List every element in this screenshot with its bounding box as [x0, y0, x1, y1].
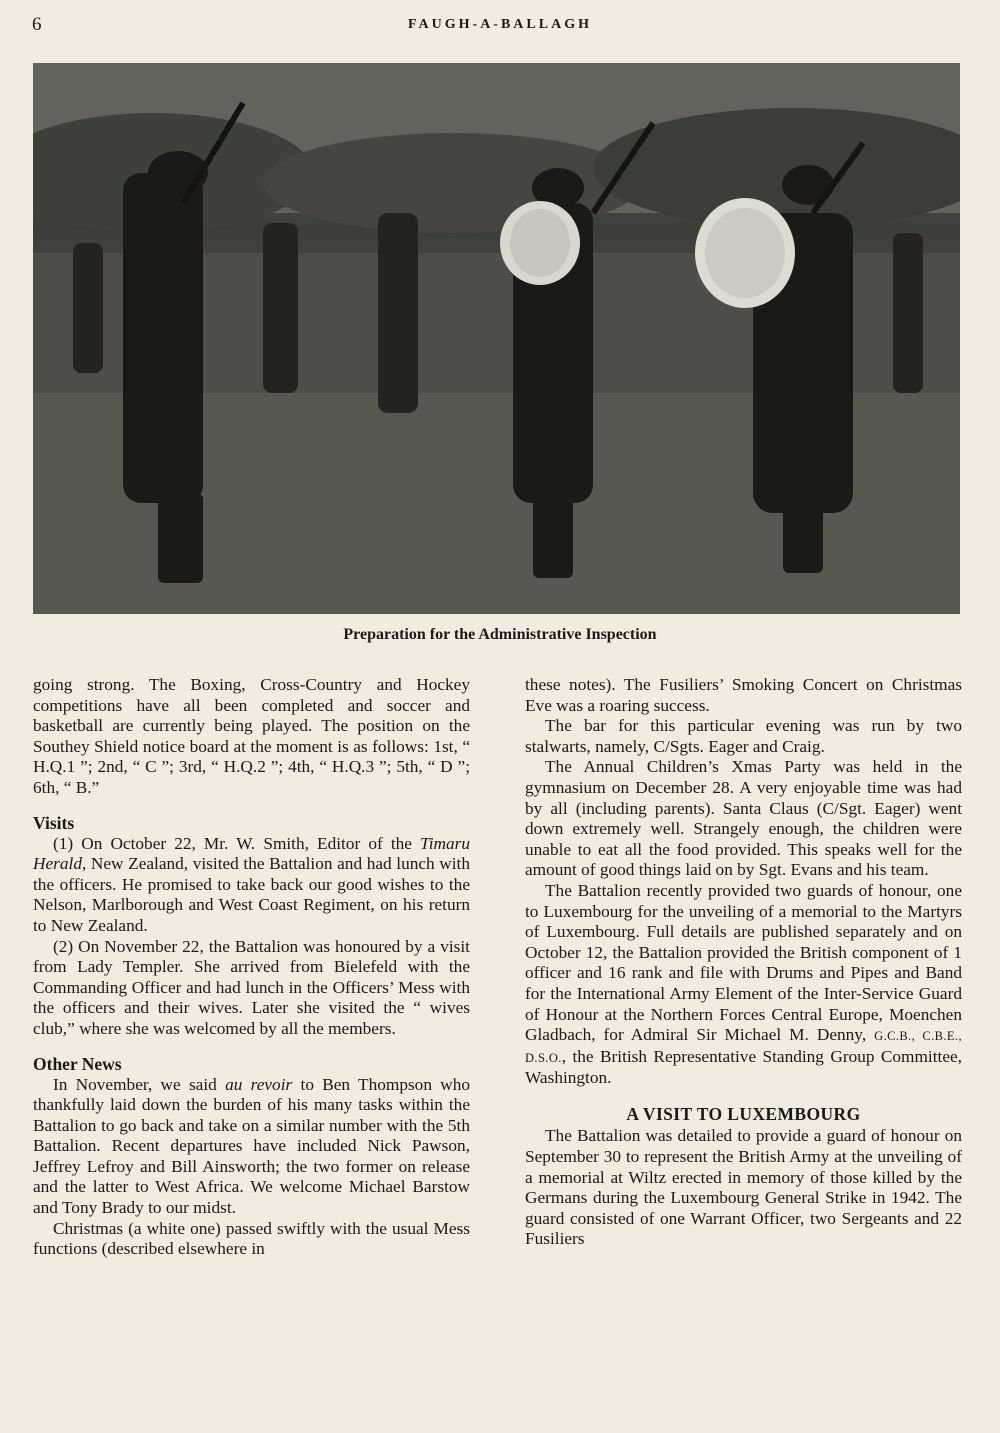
paragraph: The bar for this particular evening was run by two stalwarts, namely, C/Sgts. Eager and Craig.	[525, 716, 962, 756]
paragraph: (1) On October 22, Mr. W. Smith, Editor of the Timaru Herald, New Zealand, visited the Battalion and had lunch with the officers. He promised to take back our good wishes to the Nelson, Marlborough and West Coast Regiment, on his return to New Zealand.	[33, 833, 470, 935]
paragraph: Christmas (a white one) passed swiftly with the usual Mess functions (described elsewhere in	[33, 1218, 470, 1259]
paragraph: In November, we said au revoir to Ben Thompson who thankfully laid down the burden of his many tasks within the Battalion to go back and take on a similar number with the 5th Battalion. Recent departures have included Nick Pawson, Jeffrey Lefroy and Bill Ainsworth; the two former on release and the latter to West Africa. We welcome Michael Barstow and Tony Brady to our midst.	[33, 1074, 471, 1218]
paragraph: The Battalion was detailed to provide a guard of honour on September 30 to represent the British Army at the unveiling of a memorial at Wiltz erected in memory of those killed by the Germans during the Luxembourg General Strike in 1942. The guard consisted of one Warrant Officer, two Sergeants and 22 Fusiliers	[525, 1126, 962, 1249]
section-heading-visits: Visits	[33, 812, 75, 833]
section-heading-other-news: Other News	[33, 1053, 122, 1074]
pipe-band-photo	[33, 63, 960, 614]
paragraph: The Annual Children’s Xmas Party was held in the gymnasium on December 28. A very enjoyable time was had by all (including parents). Santa Claus (C/Sgt. Eager) went down extremely well. Strangely enough, the children were unable to eat all the food provided. This speaks well for the amount of good things laid on by Sgt. Evans and his team.	[525, 757, 962, 880]
running-head: FAUGH-A-BALLAGH	[408, 17, 592, 32]
honours-smallcaps: G.C.B., C.B.E., D.S.O.	[525, 1029, 963, 1065]
paragraph: The Battalion recently provided two guards of honour, one to Luxembourg for the unveiling of a memorial to the Martyrs of Luxembourg. Full details are published separately and on October 12, the Battalion provided the British component of 1 officer and 16 rank and file with Drums and Pipes and Band for the International Army Element of the Inter-Service Guard of Honour at the Northern Forces Central Europe, Moenchen Gladbach, for Admiral Sir Michael M. Denny, G.C.B., C.B.E., D.S.O., the British Representative Standing Group Committee, Washington.	[525, 880, 963, 1088]
paragraph: these notes). The Fusiliers’ Smoking Concert on Christmas Eve was a roaring success.	[525, 675, 962, 715]
page-number: 6	[32, 14, 42, 35]
left-column	[33, 675, 470, 1260]
section-heading-luxembourg: A VISIT TO LUXEMBOURG	[626, 1103, 861, 1124]
right-column	[525, 675, 962, 1250]
paragraph: going strong. The Boxing, Cross-Country and Hockey competitions have all been completed and soccer and basketball are currently being played. The position on the Southey Shield notice board at the moment is as follows: 1st, “ H.Q.1 ”; 2nd, “ C ”; 3rd, “ H.Q.2 ”; 4th, “ H.Q.3 ”; 5th, “ D ”; 6th, “ B.”	[33, 675, 470, 797]
paragraph: (2) On November 22, the Battalion was honoured by a visit from Lady Templer. She arrived from Bielefeld with the Commanding Officer and had lunch in the Officers’ Mess with the officers and their wives. Later she visited the “ wives club,” where she was welcomed by all the members.	[33, 936, 470, 1038]
photo-caption: Preparation for the Administrative Inspection	[343, 626, 657, 643]
